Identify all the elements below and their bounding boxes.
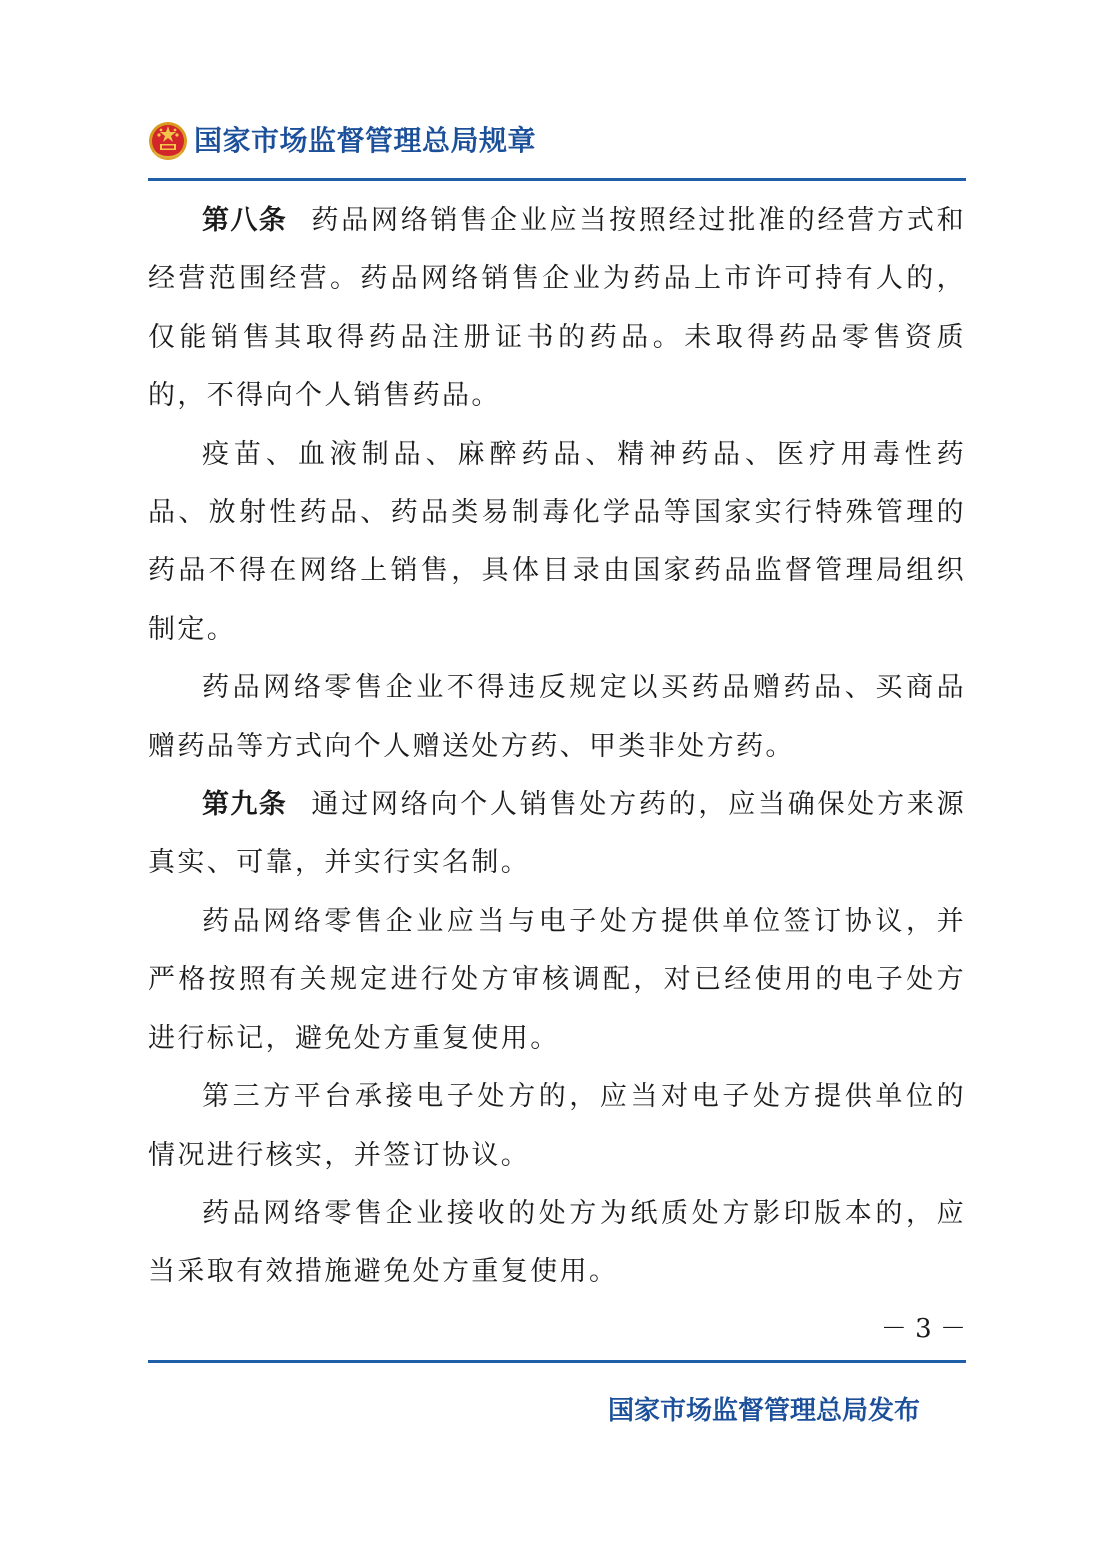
paragraph bbox=[148, 426, 966, 660]
paragraph-text: 药品网络零售企业不得违反规定以买药品赠药品、买商品赠药品等方式向个人赠送处方药、甲类非处方药。 bbox=[148, 672, 966, 762]
national-emblem-icon bbox=[148, 121, 188, 161]
paragraph bbox=[148, 659, 966, 776]
header-divider bbox=[148, 178, 966, 181]
paragraph bbox=[148, 893, 966, 1068]
footer-divider bbox=[148, 1360, 966, 1363]
footer-publisher: 国家市场监督管理总局发布 bbox=[607, 1396, 920, 1426]
paragraph-text: 第三方平台承接电子处方的，应当对电子处方提供单位的情况进行核实，并签订协议。 bbox=[148, 1081, 966, 1171]
paragraph-article-9 bbox=[148, 776, 966, 893]
header-title: 国家市场监督管理总局规章 bbox=[194, 124, 537, 157]
paragraph-text: 疫苗、血液制品、麻醉药品、精神药品、医疗用毒性药品、放射性药品、药品类易制毒化学品等国家实行特殊管理的药品不得在网络上销售，具体目录由国家药品监督管理局组织制定。 bbox=[148, 438, 966, 645]
document-header bbox=[148, 118, 966, 172]
paragraph bbox=[148, 1185, 966, 1302]
paragraph bbox=[148, 1068, 966, 1185]
document-body bbox=[148, 192, 966, 1302]
paragraph-text: 药品网络零售企业接收的处方为纸质处方影印版本的，应当采取有效措施避免处方重复使用。 bbox=[148, 1197, 966, 1288]
article-number: 第九条 bbox=[202, 789, 288, 821]
article-number: 第八条 bbox=[202, 205, 288, 236]
paragraph-text: 药品网络零售企业应当与电子处方提供单位签订协议，并严格按照有关规定进行处方审核调配，对已经使用的电子处方进行标记，避免处方重复使用。 bbox=[148, 905, 966, 1054]
paragraph-text: 通过网络向个人销售处方药的，应当确保处方来源真实、可靠，并实行实名制。 bbox=[148, 789, 967, 879]
paragraph-text: 药品网络销售企业应当按照经过批准的经营方式和经营范围经营。药品网络销售企业为药品上市许可持有人的，仅能销售其取得药品注册证书的药品。未取得药品零售资质的，不得向个人销售药品。 bbox=[148, 205, 967, 412]
paragraph-article-8 bbox=[148, 192, 966, 426]
page-number: － 3 － bbox=[880, 1314, 966, 1344]
